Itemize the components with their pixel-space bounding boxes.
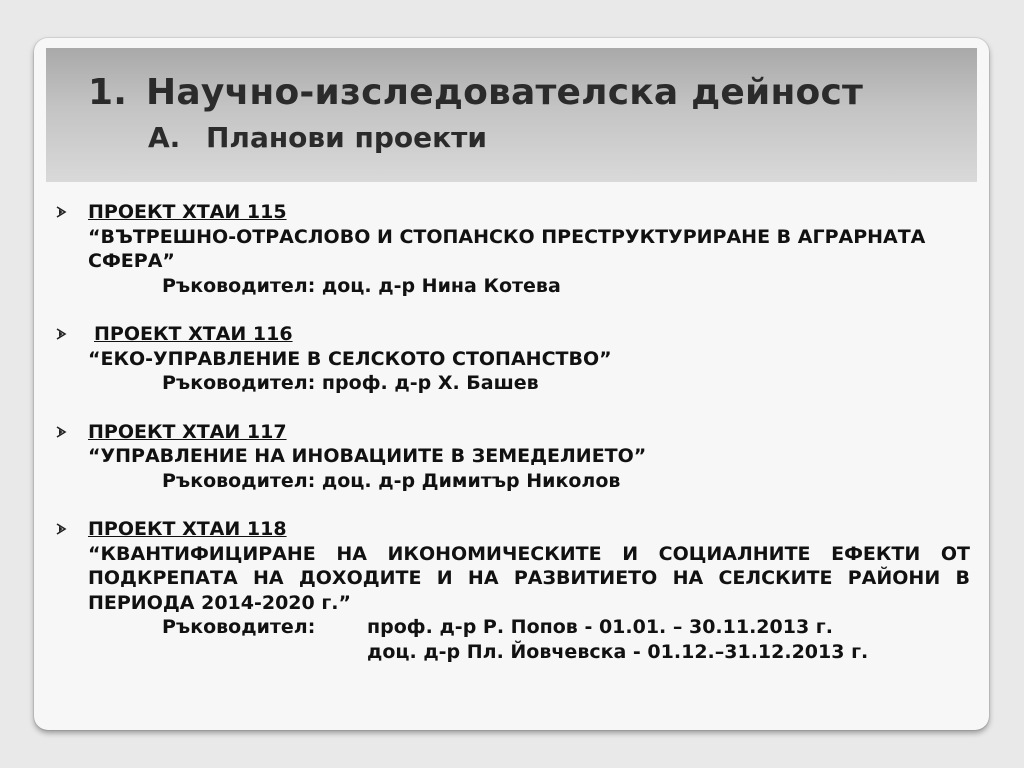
- project-leader: Ръководител: проф. д-р Х. Башев: [162, 372, 539, 394]
- project-topic: “ЕКО-УПРАВЛЕНИЕ В СЕЛСКОТО СТОПАНСТВО”: [88, 347, 612, 370]
- leader-label: Ръководител:: [162, 616, 316, 638]
- arrow-bullet-icon: [54, 205, 68, 219]
- leader-second: доц. д-р Пл. Йовчевска - 01.12.–31.12.2013 г.: [367, 640, 869, 663]
- project-item: [54, 420, 970, 494]
- arrow-bullet-icon: [54, 425, 68, 439]
- project-title: ПРОЕКТ ХТАИ 117: [88, 420, 287, 443]
- project-title: ПРОЕКТ ХТАИ 116: [94, 323, 293, 345]
- title-banner: [46, 48, 977, 182]
- project-topic: “ВЪТРЕШНО-ОТРАСЛОВО И СТОПАНСКО ПРЕСТРУКТУРИРАНЕ В АГРАРНАТА СФЕРА”: [88, 225, 926, 272]
- project-list: [54, 200, 970, 688]
- project-leaders: [88, 615, 970, 664]
- title-number: 1.: [88, 72, 128, 113]
- subtitle-number: А.: [148, 121, 181, 154]
- arrow-bullet-icon: [54, 522, 68, 536]
- leader-first: проф. д-р Р. Попов - 01.01. – 30.11.2013 г.: [367, 616, 833, 638]
- project-title: ПРОЕКТ ХТАИ 118: [88, 518, 287, 540]
- project-topic: “УПРАВЛЕНИЕ НА ИНОВАЦИИТЕ В ЗЕМЕДЕЛИЕТО”: [88, 445, 647, 467]
- title-text: Научно-изследователска дейност: [146, 72, 864, 113]
- project-item: [54, 200, 970, 298]
- project-item: [54, 322, 970, 396]
- slide-subtitle: [148, 121, 487, 154]
- project-topic: “КВАНТИФИЦИРАНЕ НА ИКОНОМИЧЕСКИТЕ И СОЦИАЛНИТЕ ЕФЕКТИ ОТ ПОДКРЕПАТА НА ДОХОДИТЕ И НА РАЗВИТИЕТО НА СЕЛСКИТЕ РАЙОНИ В ПЕРИОДА 2014-2020 г.”: [88, 542, 970, 614]
- leader-spacer: [162, 640, 367, 665]
- project-leader: Ръководител: доц. д-р Димитър Николов: [162, 469, 621, 492]
- project-leader: Ръководител: доц. д-р Нина Котева: [162, 274, 561, 297]
- project-title: ПРОЕКТ ХТАИ 115: [88, 201, 287, 223]
- arrow-bullet-icon: [54, 327, 68, 341]
- slide-title: [88, 72, 863, 113]
- subtitle-text: Планови проекти: [206, 121, 487, 154]
- project-item: [54, 517, 970, 664]
